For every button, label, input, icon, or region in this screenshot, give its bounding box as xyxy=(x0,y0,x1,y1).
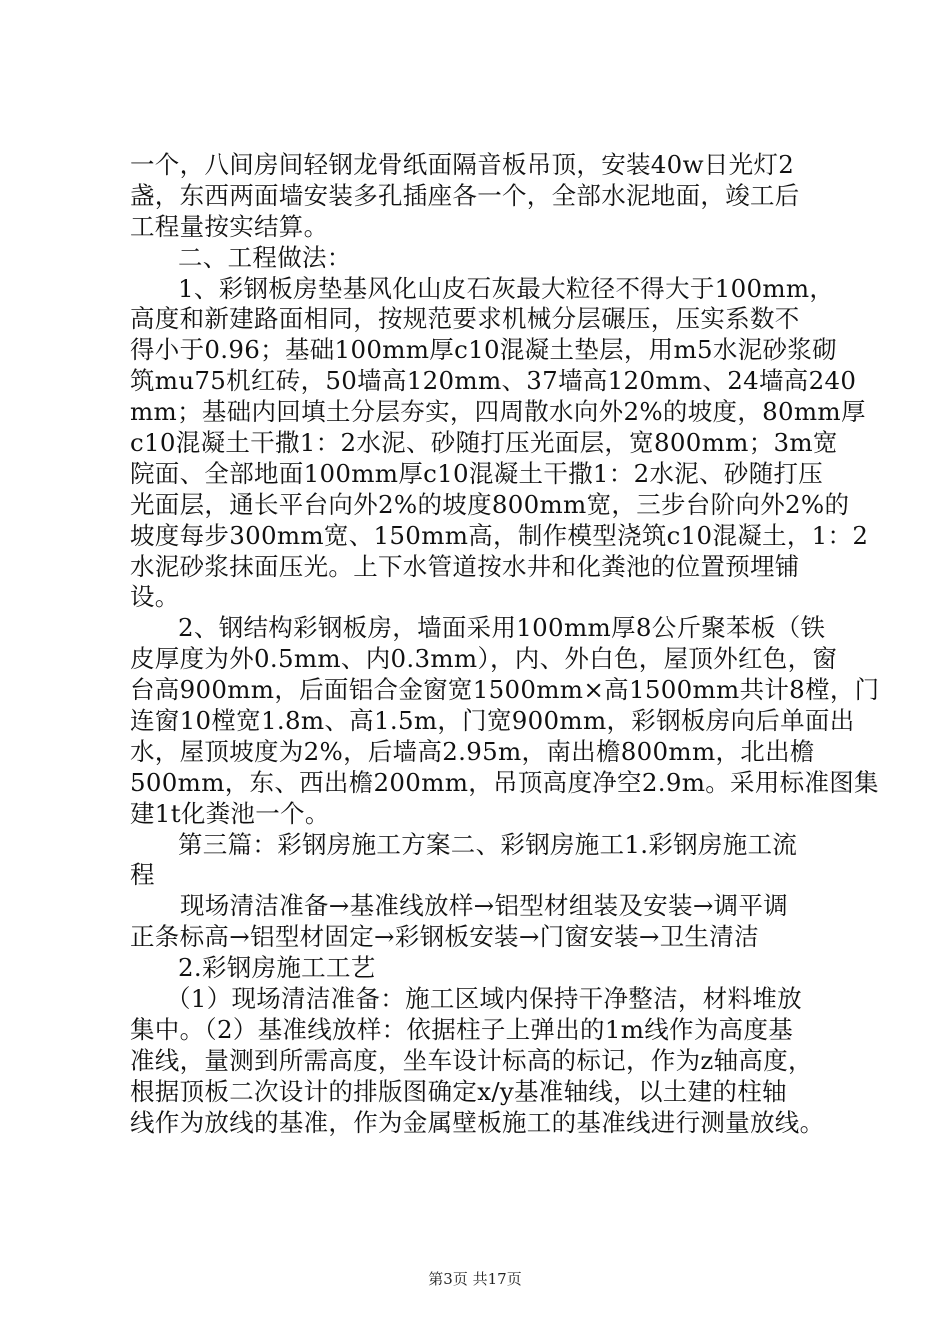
page-number-footer: 第3页 共17页 xyxy=(428,1270,522,1288)
text-line: mm；基础内回填土分层夯实，四周散水向外2%的坡度，80mm厚 xyxy=(130,397,866,427)
document-body xyxy=(130,150,880,1139)
text-line: c10混凝土干撒1：2水泥、砂随打压光面层，宽800mm；3m宽 xyxy=(130,428,838,458)
text-line: 盏，东西两面墙安装多孔插座各一个，全部水泥地面，竣工后 xyxy=(130,180,800,210)
text-line: 程 xyxy=(130,860,155,890)
text-line: 线作为放线的基准，作为金属壁板施工的基准线进行测量放线。 xyxy=(130,1107,825,1137)
text-line: 设。 xyxy=(130,582,180,612)
text-line: 根据顶板二次设计的排版图确定x/y基准轴线，以土建的柱轴 xyxy=(130,1076,787,1106)
text-line: 建1t化粪池一个。 xyxy=(130,798,330,828)
text-line: 院面、全部地面100mm厚c10混凝土干撒1：2水泥、砂随打压 xyxy=(130,458,824,488)
text-line: 2、钢结构彩钢板房，墙面采用100mm厚8公斤聚苯板（铁 xyxy=(178,613,826,643)
text-line: 连窗10樘宽1.8m、高1.5m，门宽900mm，彩钢板房向后单面出 xyxy=(130,706,855,736)
text-line: （1）现场清洁准备：施工区域内保持干净整洁，材料堆放 xyxy=(166,984,802,1014)
process-flow-line: 正条标高→铝型材固定→彩钢板安装→门窗安装→卫生清洁 xyxy=(130,922,759,952)
text-line: 500mm，东、西出檐200mm，吊顶高度净空2.9m。采用标准图集 xyxy=(130,767,879,797)
text-line: 台高900mm，后面铝合金窗宽1500mm×高1500mm共计8樘，门 xyxy=(130,675,880,705)
text-line: 得小于0.96；基础100mm厚c10混凝土垫层，用m5水泥砂浆砌 xyxy=(130,335,837,365)
text-line: 1、彩钢板房垫基风化山皮石灰最大粒径不得大于100mm， xyxy=(178,273,835,303)
chapter-heading: 第三篇：彩钢房施工方案二、彩钢房施工1.彩钢房施工流 xyxy=(178,829,798,859)
process-flow-line: 现场清洁准备→基准线放样→铝型材组装及安装→调平调 xyxy=(180,891,789,921)
text-line: 高度和新建路面相同，按规范要求机械分层碾压，压实系数不 xyxy=(130,304,800,334)
text-line: 集中。（2）基准线放样：依据柱子上弹出的1m线作为高度基 xyxy=(130,1014,794,1044)
text-line: 皮厚度为外0.5mm、内0.3mm），内、外白色，屋顶外红色，窗 xyxy=(130,644,838,674)
text-line: 一个，八间房间轻钢龙骨纸面隔音板吊顶，安装40w日光灯2 xyxy=(130,150,795,179)
text-line: 光面层，通长平台向外2%的坡度800mm宽，三步台阶向外2%的 xyxy=(130,489,850,519)
text-line: 准线，量测到所需高度，坐车设计标高的标记，作为z轴高度， xyxy=(130,1045,813,1075)
text-line: 筑mu75机红砖，50墙高120mm、37墙高120mm、24墙高240 xyxy=(130,366,857,396)
text-line: 工程量按实结算。 xyxy=(130,211,329,241)
subsection-heading: 2.彩钢房施工工艺 xyxy=(178,953,376,983)
text-line: 水，屋顶坡度为2%，后墙高2.95m，南出檐800mm，北出檐 xyxy=(130,736,815,766)
text-line: 坡度每步300mm宽、150mm高，制作模型浇筑c10混凝土，1：2 xyxy=(130,520,869,550)
section-heading: 二、工程做法： xyxy=(178,242,352,272)
text-line: 水泥砂浆抹面压光。上下水管道按水井和化粪池的位置预埋铺 xyxy=(130,551,800,581)
